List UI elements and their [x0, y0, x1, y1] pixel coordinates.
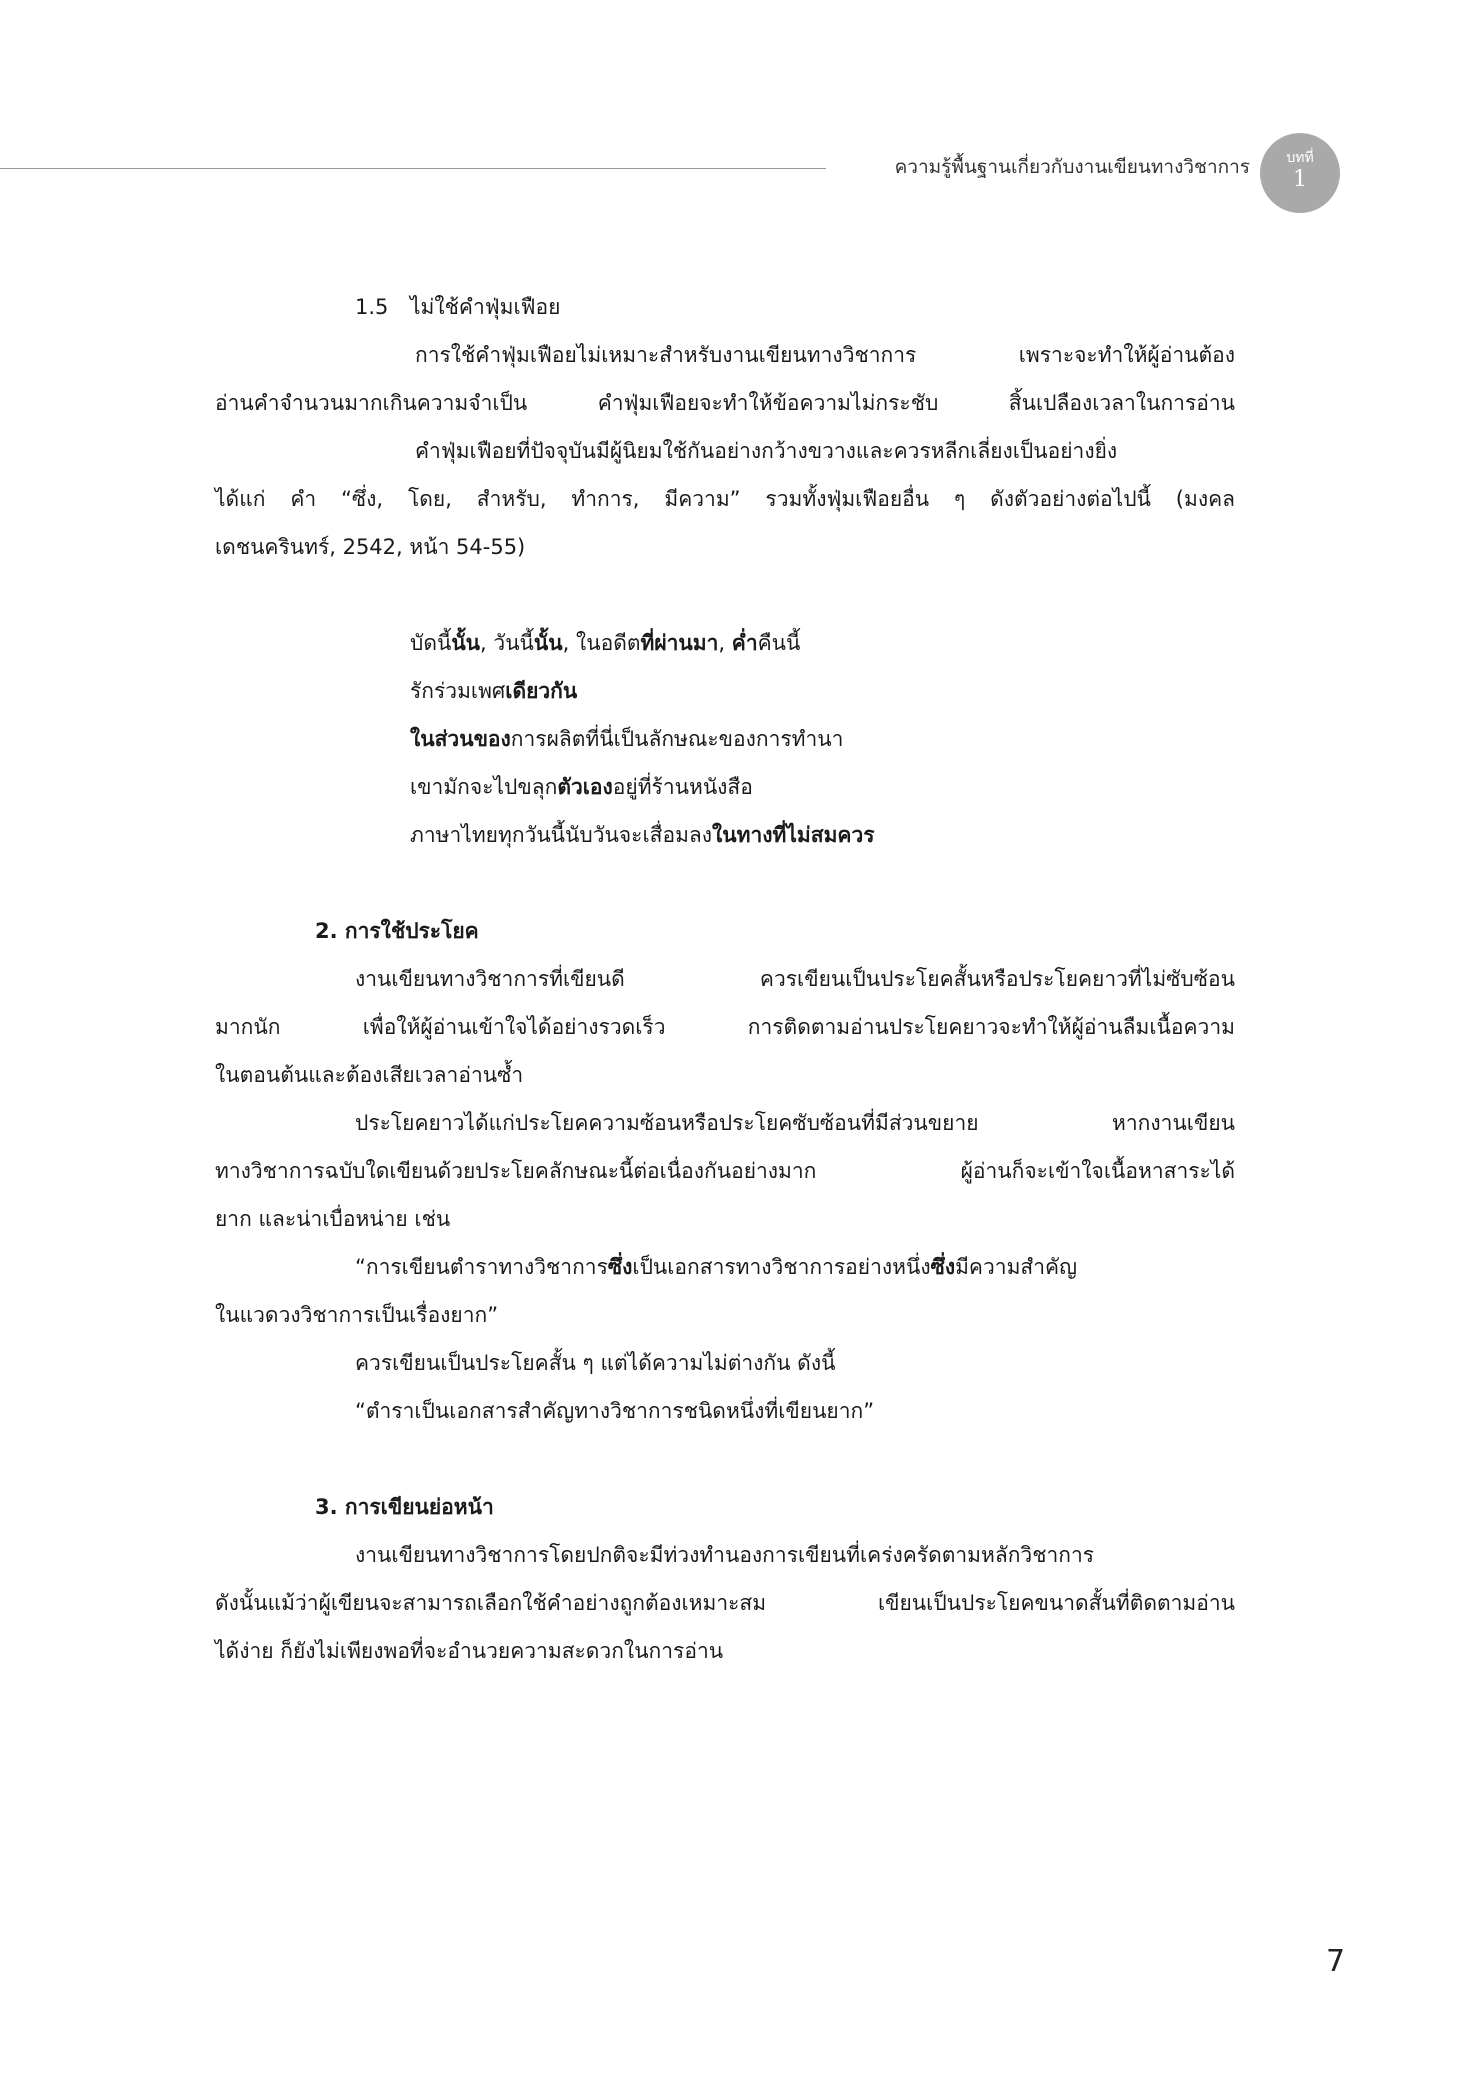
header-rule — [0, 168, 826, 169]
example-text: , วันนี้ — [480, 631, 534, 655]
subsection-number: 1.5 — [355, 295, 389, 319]
running-header-title: ความรู้พื้นฐานเกี่ยวกับงานเขียนทางวิชาการ — [894, 156, 1250, 178]
example-bold-text: ที่ผ่านมา — [640, 631, 719, 655]
example-text: , — [718, 631, 732, 655]
spacer — [215, 859, 1235, 907]
section-heading-text: 3. การเขียนย่อหน้า — [315, 1495, 494, 1519]
page-body — [215, 283, 1235, 1675]
example-bold-text: ในส่วนของ — [410, 727, 511, 751]
example-text: อยู่ที่ร้านหนังสือ — [612, 775, 753, 799]
quote-text: เป็นเอกสารทางวิชาการอย่างหนึ่ง — [632, 1255, 931, 1279]
example-line — [215, 619, 1235, 667]
example-bold-text: ค่ำ — [731, 631, 758, 655]
paragraph-line: ควรเขียนเป็นประโยคสั้น ๆ แต่ได้ความไม่ต่างกัน ดังนี้ — [355, 1351, 836, 1375]
quote-line — [215, 1243, 1235, 1291]
quote-line: ในแวดวงวิชาการเป็นเรื่องยาก” — [215, 1303, 499, 1327]
example-bold-text: นั้น — [451, 631, 481, 655]
chapter-badge — [1260, 133, 1340, 213]
section-heading-text: 2. การใช้ประโยค — [315, 919, 479, 943]
example-bold-text: ตัวเอง — [557, 775, 613, 799]
example-text: การผลิตที่นี่เป็นลักษณะของการทำนา — [510, 727, 844, 751]
example-text: คืนนี้ — [757, 631, 801, 655]
quote-bold-text: ซึ่ง — [930, 1255, 956, 1279]
example-bold-text: เดียวกัน — [505, 679, 578, 703]
paragraph-line: เดชนครินทร์, 2542, หน้า 54-55) — [215, 535, 526, 559]
paragraph-line: ได้แก่ คำ “ซึ่ง, โดย, สำหรับ, ทำการ, มีความ” รวมทั้งฟุ่มเฟือยอื่น ๆ ดังตัวอย่างต่อไปนี้ (มงคล — [215, 487, 1235, 511]
spacer — [215, 1435, 1235, 1483]
example-line — [215, 763, 1235, 811]
paragraph-line: อ่านคำจำนวนมากเกินความจำเป็น คำฟุ่มเฟือยจะทำให้ข้อความไม่กระชับ สิ้นเปลืองเวลาในการอ่าน — [215, 391, 1235, 415]
example-text: รักร่วมเพศ — [410, 679, 506, 703]
paragraph-line: ประโยคยาวได้แก่ประโยคความซ้อนหรือประโยคซับซ้อนที่มีส่วนขยาย หากงานเขียน — [355, 1111, 1235, 1135]
paragraph-line: ยาก และน่าเบื่อหน่าย เช่น — [215, 1207, 451, 1231]
subsection-title: ไม่ใช้คำฟุ่มเฟือย — [410, 295, 561, 319]
example-bold-text: นั้น — [533, 631, 563, 655]
paragraph-line: งานเขียนทางวิชาการที่เขียนดี ควรเขียนเป็นประโยคสั้นหรือประโยคยาวที่ไม่ซับซ้อน — [355, 967, 1235, 991]
paragraph-line: ดังนั้นแม้ว่าผู้เขียนจะสามารถเลือกใช้คำอย่างถูกต้องเหมาะสม เขียนเป็นประโยคขนาดสั้นที่ติดตามอ่าน — [215, 1591, 1235, 1615]
example-text: ภาษาไทยทุกวันนี้นับวันจะเสื่อมลง — [410, 823, 713, 847]
example-line — [215, 667, 1235, 715]
quote-line: “ตำราเป็นเอกสารสำคัญทางวิชาการชนิดหนึ่งที่เขียนยาก” — [355, 1399, 875, 1423]
section-heading — [215, 1483, 1235, 1531]
paragraph-line: มากนัก เพื่อให้ผู้อ่านเข้าใจได้อย่างรวดเร็ว การติดตามอ่านประโยคยาวจะทำให้ผู้อ่านลืมเนื้อความ — [215, 1015, 1235, 1039]
paragraph-line: การใช้คำฟุ่มเฟือยไม่เหมาะสำหรับงานเขียนทางวิชาการ เพราะจะทำให้ผู้อ่านต้อง — [415, 343, 1235, 367]
example-bold-text: ในทางที่ไม่สมควร — [712, 823, 875, 847]
spacer — [215, 571, 1235, 619]
example-text: บัดนี้ — [410, 631, 452, 655]
quote-text: มีความสำคัญ — [955, 1255, 1077, 1279]
paragraph-line: ทางวิชาการฉบับใดเขียนด้วยประโยคลักษณะนี้ต่อเนื่องกันอย่างมาก ผู้อ่านก็จะเข้าใจเนื้อหาสาระได้ — [215, 1159, 1235, 1183]
example-text: , ในอดีต — [562, 631, 641, 655]
example-text: เขามักจะไปขลุก — [410, 775, 558, 799]
paragraph-line: งานเขียนทางวิชาการโดยปกติจะมีท่วงทำนองการเขียนที่เคร่งครัดตามหลักวิชาการ — [355, 1543, 1095, 1567]
chapter-number: 1 — [1293, 167, 1307, 192]
quote-text: “การเขียนตำราทางวิชาการ — [355, 1255, 608, 1279]
subsection-heading — [215, 283, 1235, 331]
quote-bold-text: ซึ่ง — [607, 1255, 633, 1279]
example-line — [215, 811, 1235, 859]
page-number: 7 — [1326, 1944, 1346, 1979]
paragraph-line: ในตอนต้นและต้องเสียเวลาอ่านซ้ำ — [215, 1063, 524, 1087]
example-line — [215, 715, 1235, 763]
paragraph-line: ได้ง่าย ก็ยังไม่เพียงพอที่จะอำนวยความสะดวกในการอ่าน — [215, 1639, 724, 1663]
chapter-label: บทที่ — [1286, 150, 1314, 166]
paragraph-line: คำฟุ่มเฟือยที่ปัจจุบันมีผู้นิยมใช้กันอย่างกว้างขวางและควรหลีกเลี่ยงเป็นอย่างยิ่ง — [415, 439, 1118, 463]
section-heading — [215, 907, 1235, 955]
